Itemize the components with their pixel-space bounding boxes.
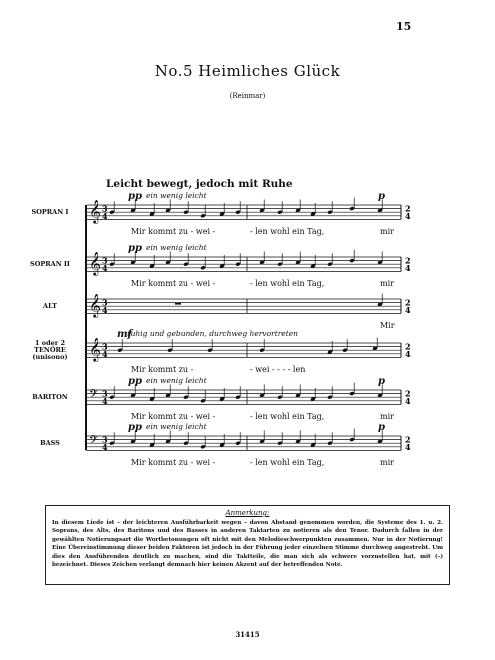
- dynamic-marking: pp: [128, 422, 142, 433]
- expression-marking: ruhig und gebunden, durchweg hervortreten: [127, 329, 299, 338]
- end-time-signature-numerator: 2: [405, 341, 411, 352]
- time-signature-denominator: 4: [102, 211, 108, 221]
- lyric-measure-2: - len wohl ein Tag,: [250, 279, 325, 289]
- end-time-signature-numerator: 2: [405, 434, 411, 445]
- lyric-measure-2: - len wohl ein Tag,: [250, 227, 325, 237]
- page-number: 15: [396, 20, 412, 33]
- lyric-measure-1: Mir kommt zu - wei -: [131, 412, 216, 422]
- dynamic-marking: pp: [128, 191, 142, 202]
- plate-number: 31415: [235, 630, 260, 639]
- footnote-text: In diesem Liede ist – der leichteren Ausführbarkeit wegen – davon Abstand genommen worden, die Systeme des 1. u. 2. Soprans, des Alts, des Baritons und des Basses in anderen Taktarten zu notieren als den Tenor. Dadurch fallen in der gewählten Notierungsart die Wortbetonungen oft nicht mit den Melodieschwerpunkten zusammen. Nur in der Notierung! Eine Übereinstimmung dieser beiden Faktoren ist jedoch in der Führung jeder einzelnen Stimme durchweg angestrebt. Um dies den Ausführenden deutlich zu machen, sind die Taktteile, die man sich als schwere vorzustellen hat, mit (–) bezeichnet. Dieses Zeichen verlangt demnach hier keinen Akzent auf der betreffenden Note.: [52, 520, 443, 569]
- treble-clef-icon: 𝄞: [89, 251, 101, 275]
- lyric-measure-3: mir: [380, 279, 394, 289]
- voice-label-line: TENÖRE: [34, 346, 66, 354]
- end-time-signature-numerator: 2: [405, 255, 411, 266]
- lyric-measure-2: - wei - - - - len: [250, 365, 306, 375]
- bass-clef-icon: 𝄢: [89, 434, 99, 450]
- time-signature-numerator: 3: [102, 203, 108, 214]
- time-signature-denominator: 4: [102, 263, 108, 273]
- time-signature-denominator: 4: [102, 396, 108, 406]
- end-dynamic-marking: p: [378, 422, 385, 433]
- voice-label-line: (unisono): [32, 353, 68, 361]
- end-time-signature-denominator: 4: [405, 349, 411, 359]
- lyric-measure-1: Mir kommt zu - wei -: [131, 279, 216, 289]
- time-signature-numerator: 3: [102, 297, 108, 308]
- lyric-measure-3: mir: [380, 412, 394, 422]
- dynamic-marking: pp: [128, 376, 142, 387]
- voice-label-line: 1 oder 2: [34, 339, 65, 347]
- bass-clef-icon: 𝄢: [89, 388, 99, 404]
- expression-marking: ein wenig leicht: [146, 376, 207, 385]
- voice-label-line: BARITON: [32, 393, 68, 401]
- voice-label-line: SOPRAN II: [30, 260, 70, 268]
- voice-label: [20, 440, 80, 447]
- piece-title: No.5 Heimliches Glück: [154, 62, 341, 80]
- voice-label: [20, 303, 80, 310]
- treble-clef-icon: 𝄞: [89, 293, 101, 317]
- time-signature-numerator: 3: [102, 388, 108, 399]
- voice-label-line: ALT: [43, 302, 57, 310]
- treble-clef-icon: 𝄞: [89, 337, 101, 361]
- end-time-signature-denominator: 4: [405, 442, 411, 452]
- voice-label: [20, 261, 80, 268]
- time-signature-numerator: 3: [102, 434, 108, 445]
- footnote-box: [45, 505, 450, 585]
- end-time-signature-numerator: 2: [405, 297, 411, 308]
- end-dynamic-marking: p: [378, 376, 385, 387]
- lyric-measure-3: mir: [380, 458, 394, 468]
- expression-marking: ein wenig leicht: [146, 243, 207, 252]
- whole-rest: [175, 303, 181, 305]
- time-signature-denominator: 4: [102, 349, 108, 359]
- time-signature-denominator: 4: [102, 305, 108, 315]
- dynamic-marking: pp: [128, 243, 142, 254]
- lyric-measure-2: - len wohl ein Tag,: [250, 412, 325, 422]
- tempo-marking: Leicht bewegt, jedoch mit Ruhe: [106, 178, 293, 190]
- lyric-measure-1: Mir kommt zu - wei -: [131, 227, 216, 237]
- dynamic-marking: mf: [117, 329, 132, 340]
- voice-label: [20, 394, 80, 401]
- lyric-measure-3: Mir: [380, 321, 395, 331]
- voice-label-line: BASS: [40, 439, 60, 447]
- lyric-measure-3: mir: [380, 227, 394, 237]
- time-signature-numerator: 3: [102, 341, 108, 352]
- poet-credit: (Reinmar): [229, 92, 266, 100]
- end-time-signature-denominator: 4: [405, 211, 411, 221]
- voice-label: [20, 340, 80, 361]
- end-dynamic-marking: p: [378, 191, 385, 202]
- end-time-signature-numerator: 2: [405, 388, 411, 399]
- voice-label-line: SOPRAN I: [31, 208, 69, 216]
- end-time-signature-denominator: 4: [405, 396, 411, 406]
- expression-marking: ein wenig leicht: [146, 422, 207, 431]
- lyric-measure-2: - len wohl ein Tag,: [250, 458, 325, 468]
- footnote-heading: Anmerkung:: [225, 509, 270, 517]
- end-time-signature-denominator: 4: [405, 305, 411, 315]
- lyric-measure-1: Mir kommt zu -: [131, 365, 194, 375]
- end-time-signature-denominator: 4: [405, 263, 411, 273]
- treble-clef-icon: 𝄞: [89, 199, 101, 223]
- time-signature-denominator: 4: [102, 442, 108, 452]
- lyric-measure-1: Mir kommt zu - wei -: [131, 458, 216, 468]
- voice-label: [20, 209, 80, 216]
- expression-marking: ein wenig leicht: [146, 191, 207, 200]
- end-time-signature-numerator: 2: [405, 203, 411, 214]
- time-signature-numerator: 3: [102, 255, 108, 266]
